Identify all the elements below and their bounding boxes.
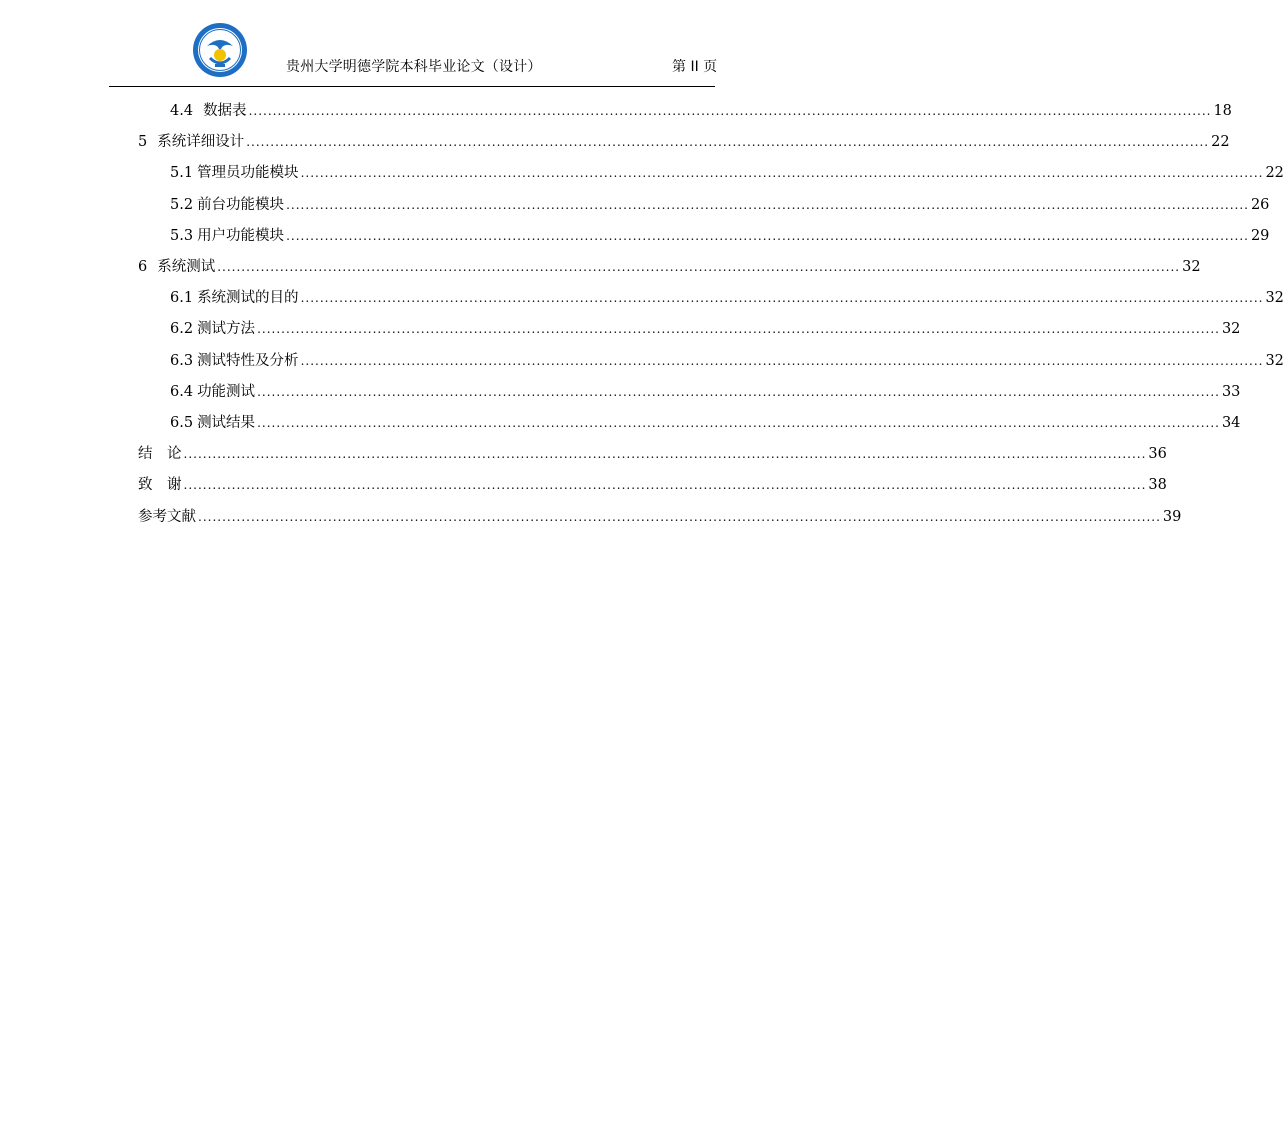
toc-entry-page: 36 (1148, 446, 1167, 463)
toc-entry-page: 32 (1221, 321, 1241, 338)
toc-entry-title: 系统测试 (157, 259, 216, 275)
toc-entry[interactable] (0, 131, 1230, 153)
toc-entry-page: 34 (1221, 415, 1241, 431)
toc-leader-dots: ........................................................................................................................................................................................................ (300, 353, 1264, 368)
toc-entry-label (170, 412, 257, 434)
toc-entry-number: 5.1 (170, 165, 194, 182)
toc-entry-title: 测试方法 (197, 321, 256, 338)
toc-entry-title: 参考文献 (138, 508, 196, 525)
toc-entry-label (170, 194, 286, 216)
toc-entry-page: 26 (1250, 196, 1270, 213)
toc-entry-page: 39 (1162, 508, 1182, 525)
toc-entry-title: 测试结果 (197, 415, 256, 431)
toc-entry-label (138, 131, 246, 153)
toc-entry-page: 32 (1182, 259, 1201, 275)
toc-entry-number: 6.1 (170, 290, 194, 307)
toc-entry[interactable] (0, 162, 1284, 184)
toc-entry[interactable] (0, 381, 1241, 403)
toc-entry-label (170, 318, 257, 340)
toc-entry-number: 5 (138, 134, 148, 151)
toc-entry-page: 33 (1221, 383, 1241, 400)
toc-entry-number: 4.4 (170, 103, 194, 119)
toc-leader-dots: ........................................................................................................................................................................................................ (248, 104, 1212, 118)
toc-leader-dots: ........................................................................................................................................................................................................ (300, 166, 1264, 181)
toc-leader-dots: ........................................................................................................................................................................................................ (257, 416, 1220, 430)
toc-entry[interactable] (0, 506, 1182, 528)
toc-entry-number: 5.2 (170, 196, 194, 213)
toc-entry-page: 22 (1211, 134, 1230, 151)
toc-entry-page: 18 (1213, 103, 1232, 119)
toc-entry-number: 6.5 (170, 415, 194, 431)
toc-entry-label (138, 443, 184, 465)
toc-leader-dots: ........................................................................................................................................................................................................ (257, 322, 1220, 337)
toc-entry[interactable] (0, 443, 1167, 465)
toc-entry-number: 6.3 (170, 352, 194, 369)
toc-leader-dots: ........................................................................................................................................................................................................ (183, 478, 1147, 493)
toc-entry-page: 38 (1148, 477, 1167, 494)
toc-entry-page: 29 (1250, 227, 1270, 244)
toc-leader-dots: ........................................................................................................................................................................................................ (183, 447, 1147, 462)
toc-entry[interactable] (0, 225, 1270, 247)
toc-entry[interactable] (0, 412, 1241, 434)
toc-entry-label (138, 256, 217, 278)
header-title: 贵州大学明德学院本科毕业论文（设计） (286, 59, 542, 75)
toc-entry-title: 系统测试的目的 (197, 290, 299, 307)
toc-leader-dots: ........................................................................................................................................................................................................ (198, 509, 1161, 524)
toc-entry-label (138, 506, 198, 528)
toc-entry[interactable] (0, 350, 1284, 372)
toc-entry-page: 22 (1265, 165, 1284, 182)
toc-leader-dots: ........................................................................................................................................................................................................ (286, 197, 1249, 212)
toc-leader-dots: ........................................................................................................................................................................................................ (300, 291, 1264, 306)
toc-entry[interactable] (0, 287, 1284, 309)
toc-entry-label (170, 287, 301, 309)
toc-leader-dots: ........................................................................................................................................................................................................ (246, 135, 1210, 150)
toc-entry-label (170, 162, 301, 184)
toc-entry-number: 6.2 (170, 321, 194, 338)
toc-entry-title: 前台功能模块 (197, 196, 285, 213)
toc-entry[interactable] (0, 256, 1201, 278)
toc-leader-dots: ........................................................................................................................................................................................................ (217, 260, 1181, 274)
header-page-number: 第 II 页 (672, 59, 718, 75)
toc-entry-title: 管理员功能模块 (197, 165, 299, 182)
toc-entry-title: 系统详细设计 (157, 134, 245, 151)
toc-entry-page: 32 (1265, 290, 1284, 307)
toc-leader-dots: ........................................................................................................................................................................................................ (257, 384, 1220, 399)
toc-entry-title: 结 论 (138, 446, 182, 463)
toc-entry-page: 32 (1265, 352, 1284, 369)
university-seal-icon (192, 22, 248, 78)
toc-entry[interactable] (0, 474, 1167, 496)
toc-entry-label (138, 474, 184, 496)
toc-leader-dots: ........................................................................................................................................................................................................ (286, 228, 1249, 243)
header-divider (109, 86, 715, 87)
toc-entry-label (170, 381, 257, 403)
toc-entry[interactable] (0, 194, 1270, 216)
toc-entry-title: 功能测试 (197, 383, 256, 400)
toc-entry-title: 数据表 (203, 103, 247, 119)
toc-entry-title: 测试特性及分析 (197, 352, 299, 369)
toc-entry-title: 用户功能模块 (197, 227, 285, 244)
toc-entry-label (170, 225, 286, 247)
toc-entry-label (170, 100, 249, 122)
toc-entry-label (170, 350, 301, 372)
toc-entry-number: 5.3 (170, 227, 194, 244)
toc-entry-number: 6.4 (170, 383, 194, 400)
toc-entry[interactable] (0, 318, 1241, 340)
toc-entry-number: 6 (138, 259, 148, 275)
toc-entry[interactable] (0, 100, 1232, 122)
toc-entry-title: 致 谢 (138, 477, 182, 494)
